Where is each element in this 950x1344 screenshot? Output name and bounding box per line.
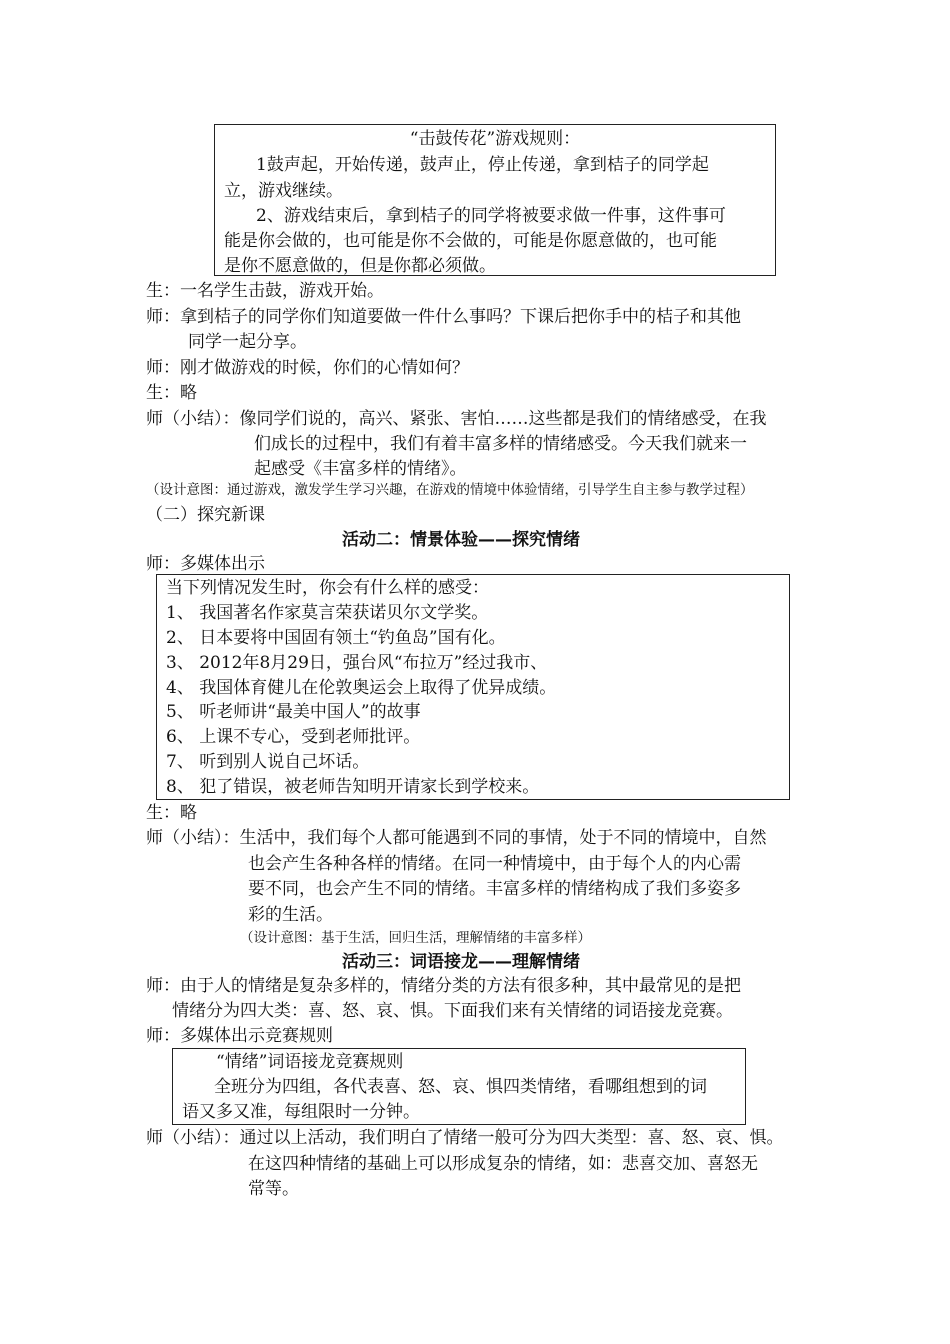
situations-intro: 当下列情况发生时，你会有什么样的感受： <box>166 578 489 598</box>
student-omitted-1: 生：略 <box>146 383 197 403</box>
teacher-orange-line-2: 同学一起分享。 <box>188 332 307 352</box>
situation-item: 8、 犯了错误，被老师告知明开请家长到学校来。 <box>166 777 540 797</box>
teacher-summary-1-line-2: 们成长的过程中，我们有着丰富多样的情绪感受。今天我们就来一 <box>254 434 747 454</box>
situation-item: 6、 上课不专心，受到老师批评。 <box>166 727 421 747</box>
teacher-summary-2-line-2: 也会产生各种各样的情绪。在同一种情境中，由于每个人的内心需 <box>248 854 741 874</box>
word-chain-rules-line-2: 语又多又准，每组限时一分钟。 <box>182 1102 420 1122</box>
teacher-summary-3-line-1: 师（小结）：通过以上活动，我们明白了情绪一般可分为四大类型：喜、怒、哀、惧。 <box>146 1128 784 1148</box>
situation-item: 4、 我国体育健儿在伦敦奥运会上取得了优异成绩。 <box>166 678 557 698</box>
game-rules-title: “击鼓传花”游戏规则： <box>409 129 581 149</box>
word-chain-rules-line-1: 全班分为四组，各代表喜、怒、哀、惧四类情绪，看哪组想到的词 <box>214 1077 707 1097</box>
activity-3-heading: 活动三：词语接龙——理解情绪 <box>342 952 580 972</box>
design-intent-note-1: （设计意图：通过游戏，激发学生学习兴趣，在游戏的情境中体验情绪，引导学生自主参与教学过程） <box>146 482 754 498</box>
game-rule-2-line-2: 能是你会做的，也可能是你不会做的，可能是你愿意做的，也可能 <box>224 231 717 251</box>
teacher-multimedia-2: 师：多媒体出示竞赛规则 <box>146 1026 333 1046</box>
teacher-summary-1-line-3: 起感受《丰富多样的情绪》。 <box>254 459 467 479</box>
teacher-mood-question: 师：刚才做游戏的时候，你们的心情如何？ <box>146 358 469 378</box>
teacher-summary-2-line-4: 彩的生活。 <box>248 905 333 925</box>
section-heading-explore: （二）探究新课 <box>146 505 265 525</box>
game-rule-2-line-1: 2、游戏结束后，拿到桔子的同学将被要求做一件事，这件事可 <box>256 206 726 226</box>
teacher-summary-3-line-3: 常等。 <box>248 1179 299 1199</box>
game-rule-2-line-3: 是你不愿意做的，但是你都必须做。 <box>224 256 496 276</box>
design-intent-note-2: （设计意图：基于生活，回归生活，理解情绪的丰富多样） <box>240 930 591 946</box>
teacher-summary-2-line-1: 师（小结）：生活中，我们每个人都可能遇到不同的事情，处于不同的情境中，自然 <box>146 828 767 848</box>
situation-item: 5、 听老师讲“最美中国人”的故事 <box>166 702 421 722</box>
situation-item: 2、 日本要将中国固有领土“钓鱼岛”国有化。 <box>166 628 506 648</box>
teacher-orange-line-1: 师：拿到桔子的同学你们知道要做一件什么事吗？下课后把你手中的桔子和其他 <box>146 307 741 327</box>
student-omitted-2: 生：略 <box>146 803 197 823</box>
teacher-classification-line-2: 情绪分为四大类：喜、怒、哀、惧。下面我们来有关情绪的词语接龙竞赛。 <box>172 1001 733 1021</box>
activity-2-heading: 活动二：情景体验——探究情绪 <box>342 530 580 550</box>
word-chain-rules-title: “情绪”词语接龙竞赛规则 <box>216 1052 404 1072</box>
situation-item: 3、 2012年8月29日，强台风“布拉万”经过我市、 <box>166 653 548 673</box>
game-rule-1-line-2: 立，游戏继续。 <box>224 181 343 201</box>
teacher-summary-3-line-2: 在这四种情绪的基础上可以形成复杂的情绪，如：悲喜交加、喜怒无 <box>248 1154 758 1174</box>
teacher-summary-1-line-1: 师（小结）：像同学们说的，高兴、紧张、害怕……这些都是我们的情绪感受，在我 <box>146 409 767 429</box>
teacher-summary-2-line-3: 要不同，也会产生不同的情绪。丰富多样的情绪构成了我们多姿多 <box>248 879 741 899</box>
teacher-classification-line-1: 师：由于人的情绪是复杂多样的，情绪分类的方法有很多种，其中最常见的是把 <box>146 976 741 996</box>
teacher-multimedia-1: 师：多媒体出示 <box>146 554 265 574</box>
situation-item: 7、 听到别人说自己坏话。 <box>166 752 370 772</box>
student-drum-line: 生：一名学生击鼓，游戏开始。 <box>146 281 384 301</box>
game-rule-1-line-1: 1鼓声起，开始传递，鼓声止，停止传递，拿到桔子的同学起 <box>256 155 709 175</box>
situation-item: 1、 我国著名作家莫言荣获诺贝尔文学奖。 <box>166 603 489 623</box>
